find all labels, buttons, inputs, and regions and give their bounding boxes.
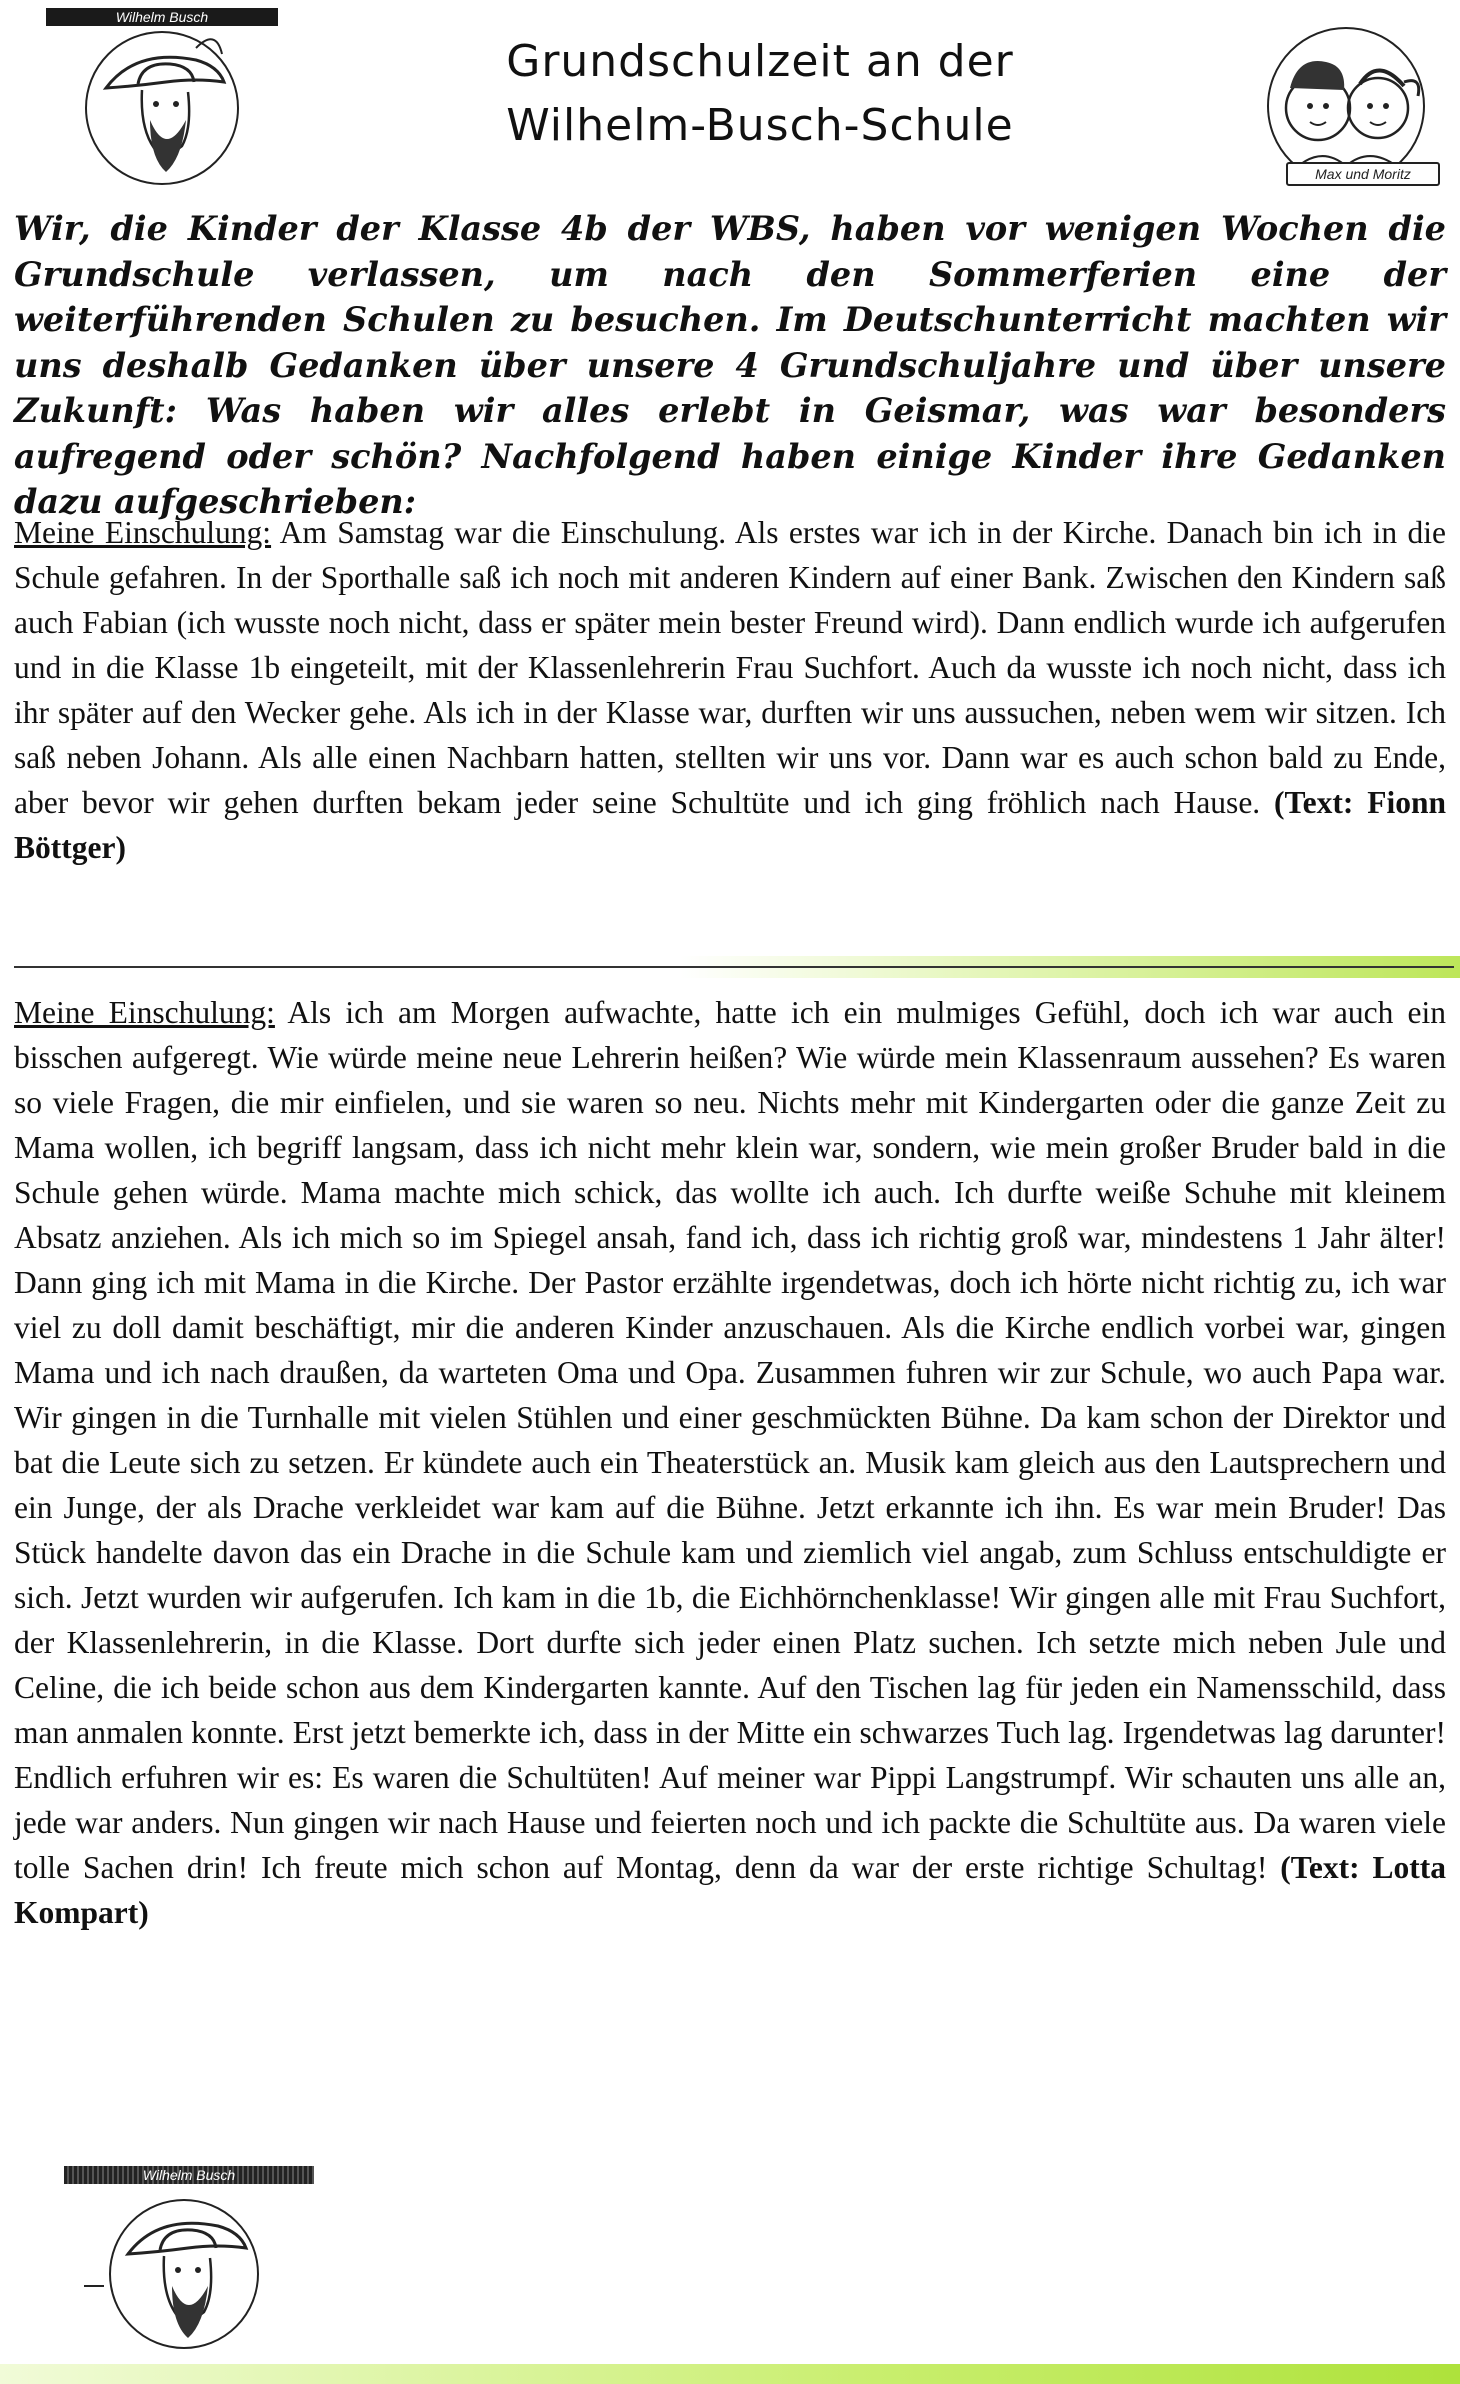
story-fionn xyxy=(14,510,1446,870)
intro-paragraph: Wir, die Kinder der Klasse 4b der WBS, haben vor wenigen Wochen die Grundschule verlassen, um nach den Sommerferien eine der weiterführenden Schulen zu besuchen. Im Deutschunterricht machten wir uns deshalb Gedanken über unsere 4 Grundschuljahre und über unsere Zukunft: Was haben wir alles erlebt in Geismar, was war besonders aufregend oder schön? Nachfolgend haben einige Kinder ihre Gedanken dazu aufgeschrieben: xyxy=(14,209,1446,521)
wilhelm-busch-portrait-icon xyxy=(46,8,278,188)
max-und-moritz-logo xyxy=(1228,26,1448,196)
story-heading: Meine Einschulung: xyxy=(14,515,272,550)
story-body: Als ich am Morgen aufwachte, hatte ich ein mulmiges Gefühl, doch ich war auch ein bisschen aufgeregt. Wie würde meine neue Lehrerin heißen? Wie würde mein Klassenraum aussehen? Es waren so viele Fragen, die mir einfielen, und sie waren so neu. Nichts mehr mit Kindergarten oder die ganze Zeit zu Mama wollen, ich begriff langsam, dass ich nicht mehr klein war, sondern, wie mein großer Bruder bald in die Schule gehen würde. Mama machte mich schick, das wollte ich auch. Ich durfte weiße Schuhe mit kleinem Absatz anziehen. Als ich mich so im Spiegel ansah, fand ich, dass ich richtig groß war, mindestens 1 Jahr älter! Dann ging ich mit Mama in die Kirche. Der Pastor erzählte irgendetwas, doch ich hörte nicht richtig zu, ich war viel zu doll damit beschäftigt, mir die anderen Kinder anzuschauen. Als die Kirche endlich vorbei war, gingen Mama und ich nach draußen, da warteten Oma und Opa. Zusammen fuhren wir zur Schule, wo auch Papa war. Wir gingen in die Turnhalle mit vielen Stühlen und einer geschmückten Bühne. Da kam schon der Direktor und bat die Leute sich zu setzen. Er kündete auch ein Theaterstück an. Musik kam gleich aus den Lautsprechern und ein Junge, der als Drache verkleidet war kam auf die Bühne. Jetzt erkannte ich ihn. Es war mein Bruder! Das Stück handelte davon das ein Drache in die Schule kam und ziemlich viel angab, zum Schluss entschuldigte er sich. Jetzt wurden wir aufgerufen. Ich kam in die 1b, die Eichhörnchenklasse! Wir gingen alle mit Frau Suchfort, der Klassenlehrerin, in die Klasse. Dort durfte sich jeder einen Platz suchen. Ich setzte mich neben Jule und Celine, die ich beide schon aus dem Kindergarten kannte. Auf den Tischen lag für jeden ein Namensschild, dass man anmalen konnte. Erst jetzt bemerkte ich, dass in der Mitte ein schwarzes Tuch lag. Irgendetwas lag darunter! Endlich erfuhren wir es: Es waren die Schultüten! Auf meiner war Pippi Langstrumpf. Wir schauten uns alle an, jede war anders. Nun gingen wir nach Hause und feierten noch und ich packte die Schultüte aus. Da waren viele tolle Sachen drin! Ich freute mich schon auf Montag, denn da war der erste richtige Schultag! xyxy=(14,995,1446,1885)
logo-label-top-left: Wilhelm Busch xyxy=(46,8,278,26)
wilhelm-busch-logo-bottom xyxy=(44,2166,314,2356)
story-lotta xyxy=(14,990,1446,2370)
wilhelm-busch-logo-top xyxy=(46,8,278,188)
title-line-2: Wilhelm-Busch-Schule xyxy=(506,100,1014,151)
story-body: Am Samstag war die Einschulung. Als erstes war ich in der Kirche. Danach bin ich in die Schule gefahren. In der Sporthalle saß ich noch mit anderen Kindern auf einer Bank. Zwischen den Kindern saß auch Fabian (ich wusste noch nicht, dass er später mein bester Freund wird). Dann endlich wurde ich aufgerufen und in die Klasse 1b eingeteilt, mit der Klassenlehrerin Frau Suchfort. Auch da wusste ich noch nicht, dass ich ihr später auf den Wecker gehe. Als ich in der Klasse war, durften wir uns aussuchen, neben wem wir sitzen. Ich saß neben Johann. Als alle einen Nachbarn hatten, stellten wir uns vor. Dann war es auch schon bald zu Ende, aber bevor wir gehen durften bekam jeder seine Schultüte und ich ging fröhlich nach Hause. xyxy=(14,515,1446,820)
page-title xyxy=(380,30,1140,158)
story-heading: Meine Einschulung: xyxy=(14,995,275,1030)
logo-label-bottom-left: Wilhelm Busch xyxy=(64,2166,314,2184)
wilhelm-busch-portrait-icon xyxy=(44,2166,314,2356)
story-author: (Text: Fionn Böttger) xyxy=(14,785,1446,865)
green-bottom-strip xyxy=(0,2364,1460,2384)
story-author: (Text: Lotta Kompart) xyxy=(14,1850,1446,1930)
title-line-1: Grundschulzeit an der xyxy=(506,36,1014,87)
logo-label-top-right: Max und Moritz xyxy=(1286,162,1440,186)
divider-line xyxy=(14,966,1454,968)
